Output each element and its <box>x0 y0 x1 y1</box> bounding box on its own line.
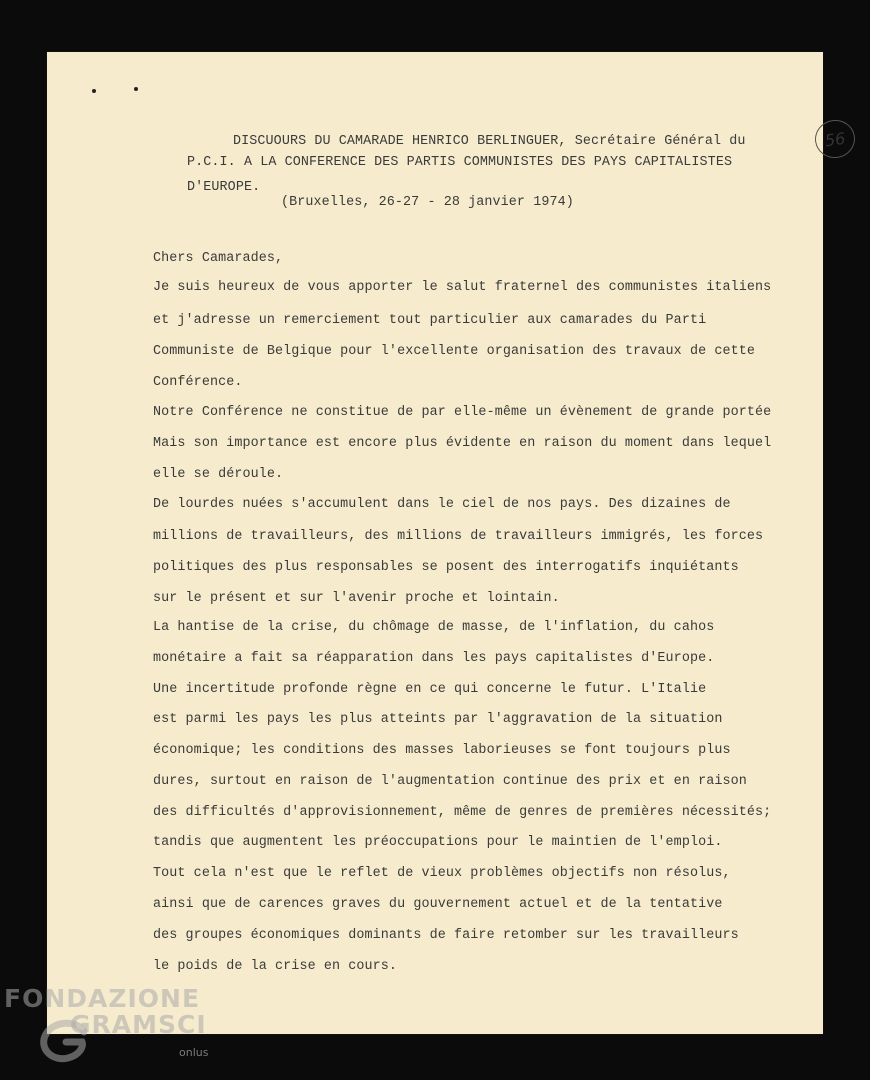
heading-line-1: DISCUOURS DU CAMARADE HENRICO BERLINGUER, Secrétaire Général du <box>233 134 746 149</box>
watermark-suffix: onlus <box>179 1046 209 1059</box>
punch-hole <box>92 89 96 93</box>
page-number-stamp <box>813 117 858 160</box>
body-line: et j'adresse un remerciement tout particulier aux camarades du Parti <box>153 313 707 328</box>
body-line: De lourdes nuées s'accumulent dans le ciel de nos pays. Des dizaines de <box>153 497 731 512</box>
typewritten-page <box>47 52 847 1034</box>
body-line: Une incertitude profonde règne en ce qui concerne le futur. L'Italie <box>153 682 707 697</box>
body-line: des difficultés d'approvisionnement, même de genres de premières nécessités; <box>153 805 772 820</box>
body-line: le poids de la crise en cours. <box>153 959 398 974</box>
body-line: économique; les conditions des masses laborieuses se font toujours plus <box>153 743 731 758</box>
heading-location-date: (Bruxelles, 26-27 - 28 janvier 1974) <box>281 195 574 210</box>
body-line: des groupes économiques dominants de faire retomber sur les travailleurs <box>153 928 739 943</box>
punch-hole <box>134 87 138 91</box>
body-line: elle se déroule. <box>153 467 284 482</box>
body-line: est parmi les pays les plus atteints par l'aggravation de la situation <box>153 712 723 727</box>
body-line: politiques des plus responsables se posent des interrogatifs inquiétants <box>153 560 739 575</box>
body-line: dures, surtout en raison de l'augmentation continue des prix et en raison <box>153 774 747 789</box>
body-line: ainsi que de carences graves du gouvernement actuel et de la tentative <box>153 897 723 912</box>
body-line: Conférence. <box>153 375 243 390</box>
watermark-line-2: GRAMSCI <box>70 1010 207 1039</box>
body-line: Mais son importance est encore plus évidente en raison du moment dans lequel <box>153 436 772 451</box>
watermark-line-1: FONDAZIONE <box>4 984 201 1013</box>
body-line: Notre Conférence ne constitue de par elle-même un évènement de grande portée <box>153 405 772 420</box>
heading-line-3: D'EUROPE. <box>187 180 261 195</box>
body-line: La hantise de la crise, du chômage de masse, de l'inflation, du cahos <box>153 620 715 635</box>
body-line: sur le présent et sur l'avenir proche et lointain. <box>153 591 560 606</box>
body-line: tandis que augmentent les préoccupations pour le maintien de l'emploi. <box>153 835 723 850</box>
page-number: 56 <box>823 128 847 150</box>
salutation: Chers Camarades, <box>153 251 284 266</box>
body-line: monétaire a fait sa réapparation dans les pays capitalistes d'Europe. <box>153 651 715 666</box>
body-line: Tout cela n'est que le reflet de vieux problèmes objectifs non résolus, <box>153 866 731 881</box>
body-line: millions de travailleurs, des millions de travailleurs immigrés, les forces <box>153 529 764 544</box>
body-line: Communiste de Belgique pour l'excellente organisation des travaux de cette <box>153 344 756 359</box>
body-line: Je suis heureux de vous apporter le salut fraternel des communistes italiens <box>153 280 772 295</box>
heading-line-2: P.C.I. A LA CONFERENCE DES PARTIS COMMUNISTES DES PAYS CAPITALISTES <box>187 155 733 170</box>
